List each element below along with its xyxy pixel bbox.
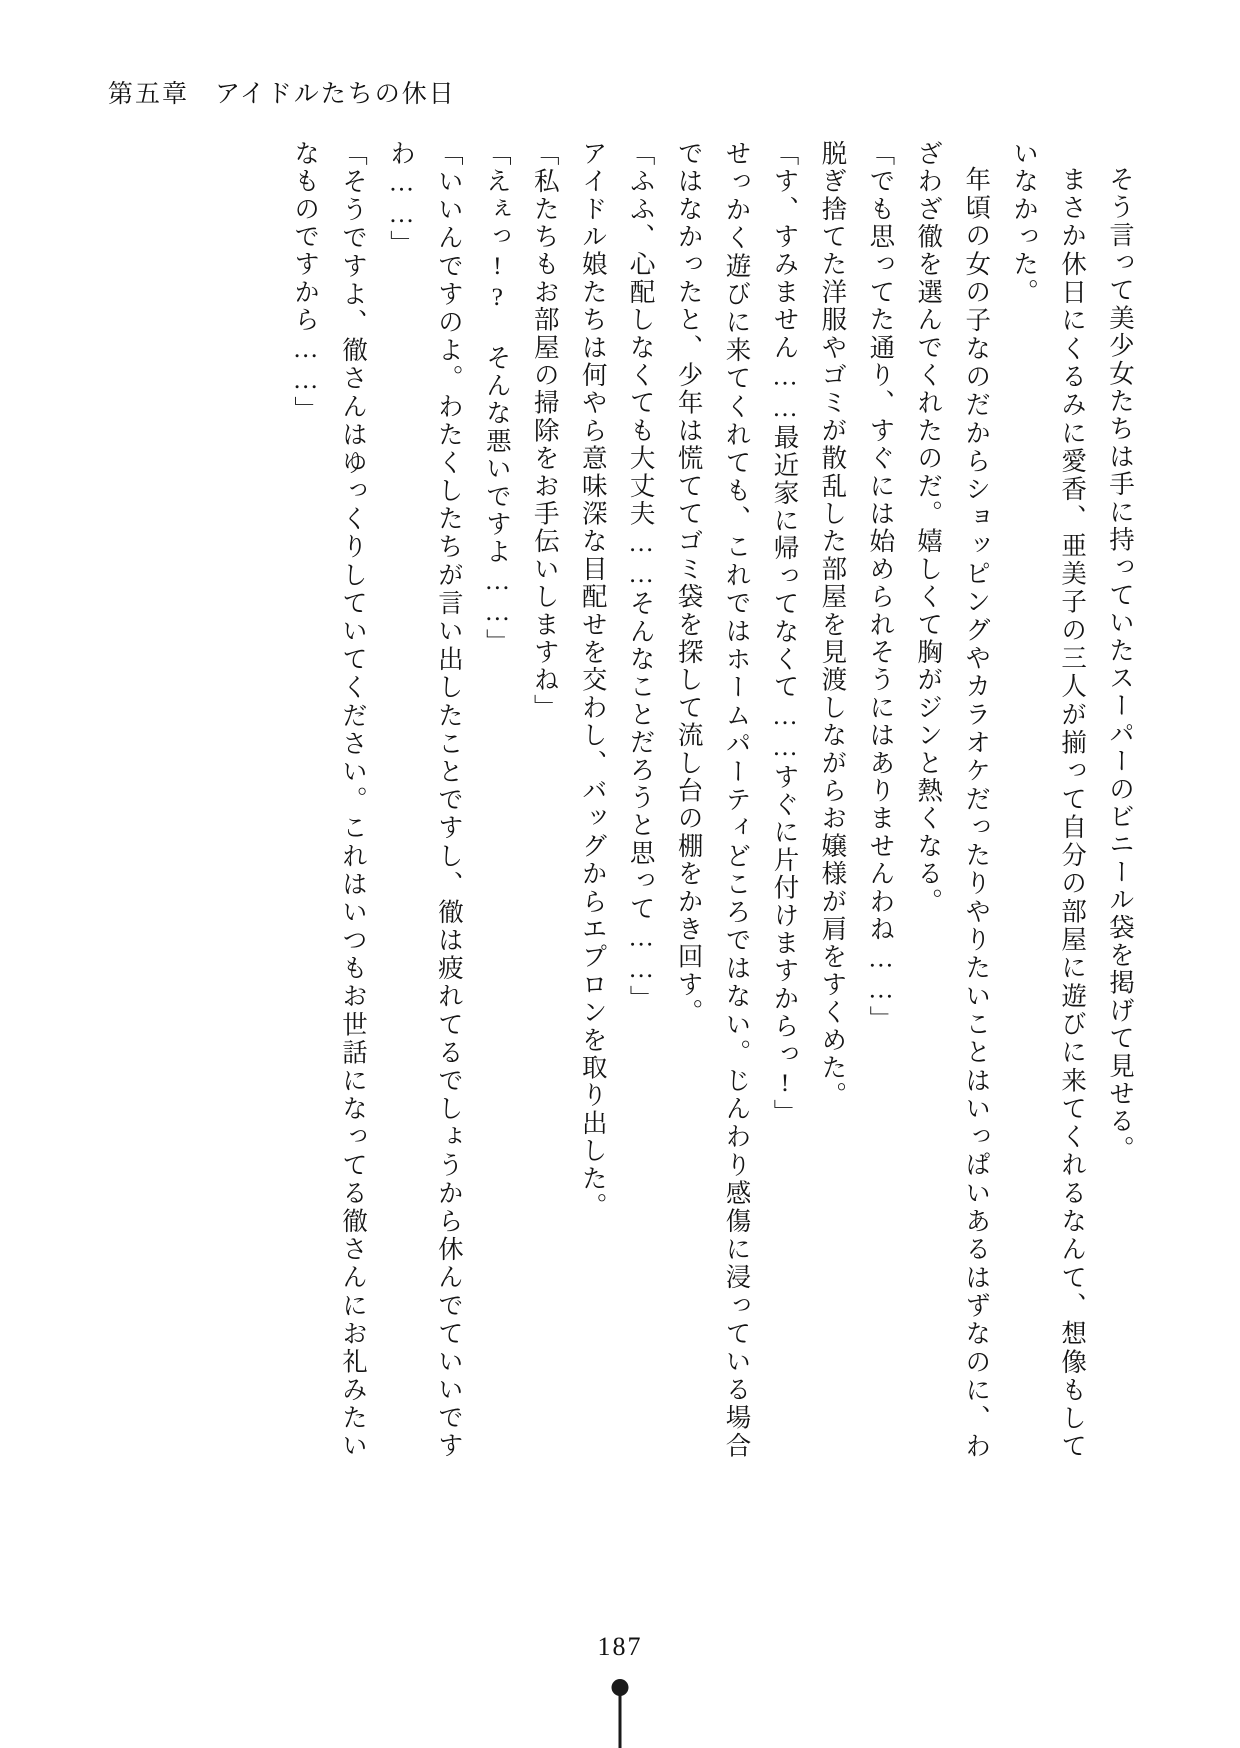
paragraph: 年頃の女の子なのだからショッピングやカラオケだったりやりたいことはいっぱいあるはずなのに、わざわざ徹を選んでくれたのだ。嬉しくて胸がジンと熱くなる。: [914, 140, 992, 1460]
paragraph: せっかく遊びに来てくれても、これではホームパーティどころではない。じんわり感傷に浸っている場合ではなかったと、少年は慌ててゴミ袋を探して流し台の棚をかき回す。: [674, 140, 752, 1460]
chapter-number: 第五章: [108, 81, 190, 108]
running-head: [108, 74, 456, 110]
chapter-title: アイドルたちの休日: [215, 81, 456, 108]
paragraph: 「そうですよ、徹さんはゆっくりしていてください。これはいつもお世話になってる徹さんにお礼みたいなものですから……」: [291, 140, 368, 1460]
gutter-line-mark: [619, 1680, 622, 1748]
paragraph: まさか休日にくるみに愛香、亜美子の三人が揃って自分の部屋に遊びに来てくれるなんて、想像もしていなかった。: [1010, 140, 1088, 1460]
paragraph: 「私たちもお部屋の掃除をお手伝いしますね」: [530, 140, 560, 722]
paragraph: アイドル娘たちは何やら意味深な目配せを交わし、バッグからエプロンを取り出した。: [578, 140, 608, 1221]
page-number: 187: [597, 1632, 643, 1661]
paragraph: そう言って美少女たちは手に持っていたスーパーのビニール袋を掲げて見せる。: [1106, 165, 1135, 1163]
body-text: [144, 140, 1144, 1460]
paragraph: 「いいんですのよ。わたくしたちが言い出したことですし、徹は疲れてるでしょうから休んでていいですわ……」: [386, 140, 464, 1460]
paragraph: 「す、すみません……最近家に帰ってなくて……すぐに片付けますからっ!」: [770, 140, 800, 1127]
paragraph: 脱ぎ捨てた洋服やゴミが散乱した部屋を見渡しながらお嬢様が肩をすくめた。: [818, 140, 848, 1110]
paragraph: 「えぇっ!? そんな悪いですよ……」: [482, 140, 512, 657]
paragraph: 「でも思ってた通り、すぐには始められそうにはありませんわね……」: [866, 140, 896, 1034]
paragraph: 「ふふ、心配しなくても大丈夫……そんなことだろうと思って……」: [626, 140, 656, 1013]
